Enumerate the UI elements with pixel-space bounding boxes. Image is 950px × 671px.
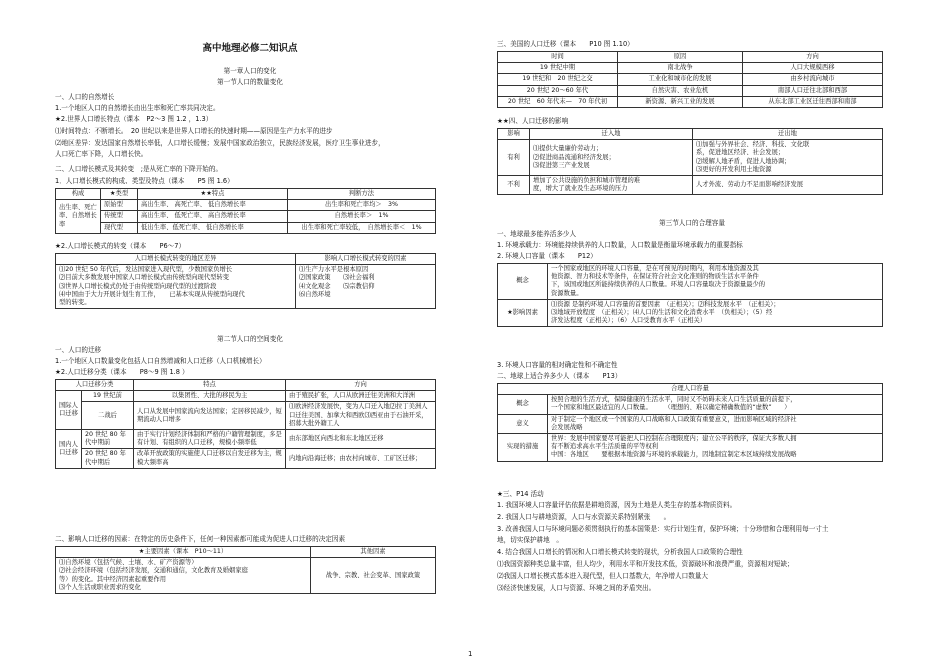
subheading: 一、人口的迁移 <box>55 346 102 354</box>
paragraph: 2. 环境人口容量（课本 P12） <box>497 252 597 260</box>
cell-line: ⑴生产力水平是根本原因 <box>299 266 369 274</box>
paragraph: 二、影响人口迁移的因素：在特定的历史条件下，任何一种因素都可能成为促进人口迁移的决定因素 <box>55 535 346 543</box>
table-cell <box>693 140 883 176</box>
subheading: 一、地球最多能养活多少人 <box>497 230 577 238</box>
table-cell: 20 世纪 20～60 年代 <box>498 85 618 96</box>
table-row <box>56 430 436 449</box>
table-header-cell: 影响 <box>498 129 530 140</box>
table-header-row <box>56 254 436 265</box>
table-cell: 出生率和死亡率均＞ 3% <box>288 200 436 211</box>
table-header-row <box>56 380 436 391</box>
table-row <box>56 222 436 233</box>
paragraph: ★★四、人口迁移的影响 <box>497 117 569 125</box>
subheading: 二、人口增长模式及其转变 ;是从死亡率的下降开始的。 <box>55 165 223 173</box>
table-row <box>498 434 883 462</box>
table-row <box>56 402 436 430</box>
subheading: 二、地球上适合养多少人（课本 P13） <box>497 372 622 380</box>
table-cell: 二战后 <box>82 402 134 430</box>
table-cell: 南北战争 <box>618 63 743 74</box>
cell-line: 系，促进地区经济、社会发展； <box>696 149 785 157</box>
table-cell <box>548 434 883 462</box>
cell-line: ⑵国家政策 ⑶社会福利 <box>299 274 375 282</box>
table-cell: 工业化和城市化的发展 <box>618 74 743 85</box>
cell-line: 中国：各地区 要根据本地资源与环境的承载能力，因地制宜制定本区域持续发展战略 <box>551 451 797 459</box>
table-cell: 由东部地区向西北和东北地区迁移 <box>286 430 436 449</box>
table-header-row <box>498 129 883 140</box>
list-item: ⑵我国人口增长模式基本进入现代型，但人口基数大，年净增人口数量大 <box>497 572 708 580</box>
table-header-row <box>498 52 883 63</box>
table-cell: 自然增长率＞ 1% <box>288 211 436 222</box>
table-cell: 20 世纪 80 年代中期前 <box>82 430 134 449</box>
table-header-cell: 构成 <box>56 189 101 200</box>
table-cell: ⑴欧洲经济发展快，变为人口迁入地⑵拉丁美洲人口迁往美国、加拿大和西欧⑶西亚由于石油开采，招募大批外籍工人 <box>286 402 436 430</box>
table-header-cell: 人口增长模式转变的地区差异 <box>56 254 296 265</box>
cell-line: 他资源、智力和技术等条件，在保证符合社会文化准则的物质生活水平条件 <box>551 273 759 281</box>
table-row <box>56 265 436 309</box>
table-cell: 实现的措施 <box>498 434 548 462</box>
cell-line: ⑶个人生活或职业需求的变化 <box>59 583 141 591</box>
table-header-cell: 迁入地 <box>530 129 693 140</box>
table-row <box>498 140 883 176</box>
cell-line: ⑴20 世纪 50 年代后，发达国家进入现代型，少数国家负增长 <box>59 266 233 274</box>
table-row <box>56 391 436 402</box>
us-migration-table <box>497 51 883 108</box>
reasonable-capacity-table <box>497 383 883 462</box>
table-cell: 由于殖民扩张，人口从欧洲迁往美洲和大洋洲 <box>286 391 436 402</box>
page-number: 1 <box>468 650 473 658</box>
table-cell: 国际人口迁移 <box>56 391 82 430</box>
paragraph: 1. 环境承载力：环境能持续供养的人口数量，人口数量是衡量环境承载力的重要指标 <box>497 241 743 249</box>
chapter-heading: 第一章人口的变化 <box>223 67 277 75</box>
cell-line: ⑷文化观念 ⑸宗教信仰 <box>299 282 375 290</box>
table-header-cell: ★类型 <box>101 189 138 200</box>
paragraph: 1．人口增长模式的构成、类型及特点（课本 P5 图 1.6） <box>55 177 234 185</box>
table-cell: 19 世纪中期 <box>498 63 618 74</box>
table-cell: 出生率和死亡率较低， 自然增长率＜ 1% <box>288 222 436 233</box>
cell-line: 有不断追求高水平生活质量的平等权利 <box>551 443 659 451</box>
cell-line: ⑵目前大多数发展中国家人口增长模式由传统型向现代型转变 <box>59 274 230 282</box>
table-row <box>498 395 883 414</box>
table-cell <box>548 414 883 433</box>
table-cell: 高出生率、 低死亡率、 高自然增长率 <box>138 211 288 222</box>
cell-line: ⑵促进商品流通和经济发展； <box>533 153 615 161</box>
cell-line: 度，增大了就业及生态环境的压力 <box>533 185 628 193</box>
table-cell: 原始型 <box>101 200 138 211</box>
table-header-row <box>498 384 883 395</box>
paragraph: 3. 环境人口容量的相对确定性和不确定性 <box>497 361 618 369</box>
cell-line: 一个国家或地区的环境人口容量，是在可预见的时期内，利用本地资源及其 <box>551 265 759 272</box>
table-cell <box>56 265 296 309</box>
cell-line: ⑴提供大量廉价劳动力； <box>533 145 603 153</box>
table-cell: 内地向沿海迁移；由农村向城市、工矿区迁移； <box>286 449 436 468</box>
paragraph: ★2.世界人口增长特点（课本 P2～3 图 1.2 ，1.3） <box>55 115 213 123</box>
table-row <box>498 63 883 74</box>
table-row <box>56 558 436 594</box>
list-item: 4. 结合我国人口增长的情况和人口增长模式转变的现状，分析我国人口政策的合理性 <box>497 548 743 556</box>
growth-model-table <box>55 188 436 234</box>
table-cell: ★影响因素 <box>498 299 548 327</box>
list-item: 1. 我国环境人口容量评估依据是耕地资源，因为土地是人类生存的基本物质资料。 <box>497 501 737 509</box>
table-cell: 概念 <box>498 264 548 300</box>
table-cell: 现代型 <box>101 222 138 233</box>
table-cell: 20 世纪 80 年代中期后 <box>82 449 134 468</box>
table-cell: 人口从发展中国家流向发达国家；定居移民减少，短期流动人口增多 <box>134 402 286 430</box>
table-cell: 改革开放政策的实施使人口迁移以自发迁移为主，规模大频率高 <box>134 449 286 468</box>
table-cell: 不利 <box>498 176 530 195</box>
table-header-cell: 判断方法 <box>288 189 436 200</box>
table-row <box>56 449 436 468</box>
table-header-cell: 原因 <box>618 52 743 63</box>
list-item: ⑶经济快速发展，人口与资源、环境之间的矛盾突出。 <box>497 584 656 592</box>
table-row <box>498 96 883 107</box>
cell-line: ⑵缓解人地矛盾，促进人地协调； <box>696 157 791 165</box>
cell-line: 一个国家和地区最适宜的人口数量。 （理想的、难以确定精确数值的“虚数” ） <box>551 404 791 412</box>
paragraph: 人口死亡率下降，人口增长快。 <box>55 150 148 158</box>
cell-line: 世界：发展中国家要尽可能把人口控制在合理限度内；建立公平的秩序，保证大多数人拥 <box>551 435 797 443</box>
table-cell: 20 世纪 60 年代末— 70 年代初 <box>498 96 618 107</box>
section-heading: 第二节人口的空间变化 <box>217 335 283 343</box>
table-cell: 低出生率、低死亡率、 低自然增长率 <box>138 222 288 233</box>
table-cell <box>548 264 883 300</box>
table-cell <box>56 558 311 594</box>
cell-line: 下，该国或地区所能持续供养的人口数量。环境人口容量取决于资源量最少的 <box>551 281 766 289</box>
subheading: ★三、P14 活动 <box>497 490 544 498</box>
migration-factors-table <box>55 546 436 594</box>
cell-line: ⑶更好的开发利用土地资源 <box>696 165 772 173</box>
table-cell: 意义 <box>498 414 548 433</box>
paragraph: 三、美国的人口迁移（课本 P10 图 1.10） <box>497 40 634 48</box>
table-row <box>498 74 883 85</box>
table-cell: 以集团性、大批的移民为主 <box>134 391 286 402</box>
subheading: 一、人口的自然增长 <box>55 93 115 101</box>
cell-line: 资源数量。 <box>551 289 583 297</box>
table-cell <box>296 265 436 309</box>
table-header-cell: ★★特点 <box>138 189 288 200</box>
table-cell <box>548 299 883 327</box>
table-header-cell: ★主要因素（课本 P10～11） <box>56 547 311 558</box>
cell-line: 会发展战略 <box>551 423 583 431</box>
paragraph: 1.一个地区人口的自然增长由出生率和死亡率共同决定。 <box>55 104 220 112</box>
list-item: ⑴我国资源种类总量丰富，但人均少，利用水平和开发技术低，资源破坏和浪费严重，资源相对短缺； <box>497 560 794 568</box>
cell-line: ⑶世界人口增长模式仍处于由传统型向现代型的过渡阶段 <box>59 282 217 290</box>
table-header-cell: 迁出地 <box>693 129 883 140</box>
list-item: 地，切实保护耕地 。 <box>497 536 563 544</box>
cell-line: ⑷中国由于大力开展计划生育工作， 已基本实现从传统型向现代 <box>59 290 245 298</box>
table-cell: 南部人口迁往北部和西部 <box>743 85 883 96</box>
table-cell: 人口大规模西移 <box>743 63 883 74</box>
cell-line: 按照合理的生活方式，保障健康的生活水平，同时又不妨碍未来人口生活质量的前提下， <box>551 396 797 404</box>
table-cell: 国内人口迁移 <box>56 430 82 469</box>
table-cell: 19 世纪和 20 世纪之交 <box>498 74 618 85</box>
cell-line: ⑶促进第三产业发展 <box>533 161 590 169</box>
capacity-table <box>497 263 883 327</box>
table-cell: 自然灾害、农业危机 <box>618 85 743 96</box>
table-cell: 出生率、死亡率、自然增长率 <box>56 200 101 234</box>
table-row <box>56 211 436 222</box>
paragraph: ⑴时间特点：不断增长。 20 世纪以来是世界人口增长的快速时期——原因是生产力水平的进步 <box>55 127 333 135</box>
cell-line: ⑴加强与外界社会、经济、科技、文化联 <box>696 141 810 149</box>
paragraph: ★2.人口迁移分类（课本 P8～9 图 1.8 ） <box>55 368 189 376</box>
table-cell: 概念 <box>498 395 548 414</box>
paragraph: 1.一个地区人口数量变化包括人口自然增减和人口迁移（人口机械增长） <box>55 357 266 365</box>
table-header-cell: 影响人口增长模式转变的因素 <box>296 254 436 265</box>
table-cell: 人才外流、劳动力不足而影响经济发展 <box>693 176 883 195</box>
table-cell: 由于实行计划经济体制和严格的户籍管理制度，多是有计划、有组织的人口迁移，规模小频率低 <box>134 430 286 449</box>
migration-types-table <box>55 379 436 469</box>
table-header-cell: 方向 <box>286 380 436 391</box>
model-transition-table <box>55 253 436 309</box>
migration-impact-table <box>497 128 883 195</box>
cell-line: 济发达程度（正相关）；（6）人口受教育水平（正相关） <box>551 317 707 325</box>
table-header-cell: 人口迁移分类 <box>56 380 134 391</box>
list-item: 3. 改善我国人口与环境问题必须贯彻执行的基本国策是：实行计划生育，保护环境；十分珍惜和合理利用每一寸土 <box>497 525 829 533</box>
table-cell <box>530 140 693 176</box>
cell-line: ⑴自然环境（包括气候、土壤、水、矿产资源等） <box>59 559 198 567</box>
table-cell <box>530 176 693 195</box>
table-row <box>498 264 883 300</box>
cell-line: ⑹自然环境 <box>299 290 331 298</box>
section-heading: 第一节人口的数量变化 <box>217 78 283 86</box>
table-cell: 战争、宗教、社会变革、国家政策 <box>311 558 436 594</box>
table-row <box>498 414 883 433</box>
table-header-cell: 合理人口容量 <box>498 384 883 395</box>
document-title: 高中地理必修二知识点 <box>202 43 298 54</box>
table-cell: 从东北部工业区迁往西部和南部 <box>743 96 883 107</box>
list-item: 2. 我国人口与耕地资源，人口与水资源关系特别紧张 。 <box>497 513 671 521</box>
table-row <box>56 200 436 211</box>
table-row <box>498 85 883 96</box>
cell-line: 等）的变化。其中经济因素起重要作用 <box>59 575 167 583</box>
table-header-cell: 其他因素 <box>311 547 436 558</box>
cell-line: ⑶地域开放程度 （正相关）；⑷人口的生活和文化消费水平 （负相关）；（5）经 <box>551 309 773 317</box>
table-cell: 新资源、新兴工业的发展 <box>618 96 743 107</box>
table-row <box>498 299 883 327</box>
table-row <box>498 176 883 195</box>
table-header-cell: 方向 <box>743 52 883 63</box>
cell-line: ⑴资源 是制约环境人口容量的首要因素 （正相关）；⑵科技发展水平 （正相关）； <box>551 300 780 308</box>
table-cell <box>548 395 883 414</box>
table-cell: 由乡村流向城市 <box>743 74 883 85</box>
table-cell: 有利 <box>498 140 530 176</box>
table-cell: 19 世纪前 <box>82 391 134 402</box>
cell-line: 型的转变。 <box>59 299 91 307</box>
table-header-row <box>56 189 436 200</box>
paragraph: ★2.人口增长模式的转变（课本 P6～7） <box>55 242 186 250</box>
table-cell: 高出生率、 高死亡率、 低自然增长率 <box>138 200 288 211</box>
table-header-cell: 时间 <box>498 52 618 63</box>
paragraph: ⑵地区差异：发达国家自然增长率低，人口增长缓慢；发展中国家政治独立，民族经济发展，医疗卫生事业进步， <box>55 139 385 147</box>
table-cell: 传统型 <box>101 211 138 222</box>
table-header-row <box>56 547 436 558</box>
section-heading: 第三节人口的合理容量 <box>659 219 725 227</box>
table-header-cell: 特点 <box>134 380 286 391</box>
cell-line: ⑵社会经济环境（包括经济发展，交通和通信，文化教育及婚姻家庭 <box>59 567 248 575</box>
cell-line: 增加了公共设施的负担和城市管理的难 <box>533 177 641 185</box>
cell-line: 对于制定一个地区或一个国家的人口战略和人口政策有重要意义，进而影响区域的经济社 <box>551 415 797 423</box>
